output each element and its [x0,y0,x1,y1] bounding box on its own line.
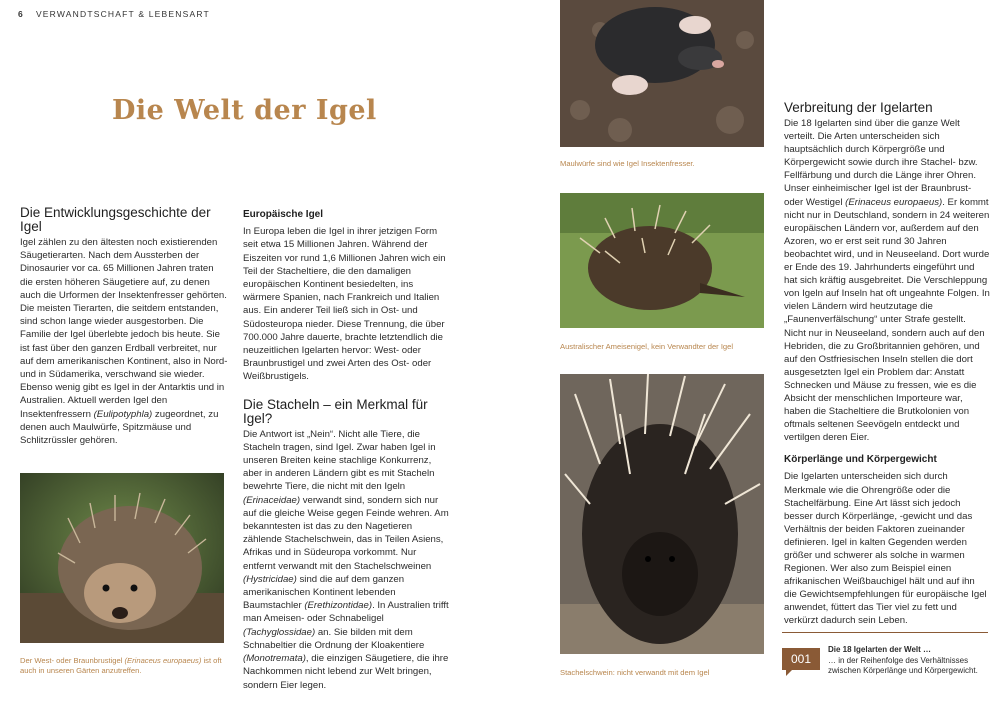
caption-hedgehog: Der West- oder Braunbrustigel (Erinaceus europaeus) ist oft auch in unseren Gärten anzutreffen. [20,656,222,675]
caption-porcupine: Stachelschwein: nicht verwandt mit dem Igel [560,668,710,677]
running-head [18,9,210,19]
infobox [828,645,998,677]
mole-photo [560,0,764,147]
paragraph-evolution: Igel zählen zu den ältesten noch existierenden Säugetierarten. Nach dem Aussterben der Dinosaurier vor ca. 65 Millionen Jahren traten die ersten höheren Säugetiere auf, zu denen auch die Urformen der Insektenfresser gehörten. Die meisten Tierarten, die seitdem entstanden, sind schon lange wieder ausgestorben. Die Familie der Igel überlebte jedoch bis heute. Sie ist fast über den ganzen Erdball verbreitet, nur auf dem amerikanischen Kontinent, also in Nord- und in Südamerika, verschwand sie wieder. Ebenso wenig gibt es Igel in der Antarktis und in Australien. Aktuell werden Igel den Insektenfressern (Eulipotyphla) zugeordnet, zu denen auch Maulwürfe, Spitzmäuse und Schlitzrüssler gehören. [20,237,228,447]
subheading-european: Europäische Igel [243,209,324,220]
section-title: VERWANDTSCHAFT & LEBENSART [35,9,210,19]
column-2 [243,208,451,692]
heading-evolution: Die Entwicklungsgeschichte der Igel [20,205,211,234]
infobox-text: … in der Reihenfolge des Verhältnisses zwischen Körperlänge und Körpergewicht. [828,655,978,675]
subheading-body-size: Körperlänge und Körpergewicht [784,454,937,466]
hedgehog-photo [20,473,224,643]
column-4 [784,101,990,628]
page-number: 6 [18,9,24,19]
echidna-photo [560,193,764,328]
heading-spines: Die Stacheln – ein Merkmal für Igel? [243,396,428,426]
page-title: Die Welt der Igel [112,95,377,126]
paragraph-distribution-2: Unser einheimischer Igel ist der Braunbrust- oder Westigel (Erinaceus europaeus). Er kommt nicht nur in Deutschland, sondern in 24 weiteren europäischen Ländern vor, außerdem auf den Azoren, wo er erst seit rund 30 Jahren beobachtet wird, und in Neuseeland. Dort wurde er Ende des 19. Jahrhunderts eingeführt und hat sich kräftig ausgebreitet. Die Verschleppung von Igeln auf Inseln hat oft ungeahnte Folgen. In vielen Ländern wird heutzutage die „Faunenverfälschung“ unter Strafe gestellt. Nicht nur in Neuseeland, sondern auch auf den Hebriden, die zu Großbritannien gehören, und auf den Ostfriesischen Inseln stellen die dort ausgesetzten Igel ein Problem dar: Anstatt Schnecken und Mäuse zu fressen, wie es die Absicht der menschlichen Importeure war, haben die Stacheltiere die Brutkolonien von oftmals seltenen Seevögeln entdeckt und vertilgen deren Eier. [784,183,990,444]
paragraph-body-size: Die Igelarten unterscheiden sich durch Merkmale wie die Ohrengröße oder die Stachelfärbung. Eine Art lässt sich jedoch besser durch Körperlänge, -gewicht und das Verhältnis der beiden Faktoren zueinander definieren. Igel in kalten Gegenden werden größer und schwerer als solche in warmen Regionen. Wer also zum Beispiel einen afrikanischen Weißbauchigel hält und auf ihn die Gewichtsempfehlungen für europäische Igel anwendet, füttert das Tier viel zu fett und verkürzt dadurch sein Leben. [784,471,987,627]
paragraph-distribution-1: Die 18 Igelarten sind über die ganze Welt verteilt. Die Arten unterscheiden sich hauptsächlich durch Körpergröße und Körpergewicht sowie durch ihre Stachel- bzw. Fellfärbung und durch die Länge ihrer Ohren. [784,118,978,182]
caption-mole: Maulwürfe sind wie Igel Insektenfresser. [560,159,695,168]
paragraph-european: In Europa leben die Igel in ihrer jetzigen Form seit etwa 15 Millionen Jahren. Während der Eiszeiten vor rund 1,6 Millionen Jahren wich ein Teil der Stacheltiere, die den damaligen europäischen Kontinent besiedelten, ins wärmere Spanien, nach Frankreich und Italien aus. Ein anderer Teil ließ sich in Ost- und Südosteuropa nieder. Diese Trennung, die über 700.000 Jahre dauerte, brachte letztendlich die neuzeitlichen Igelarten hervor: West- oder Braunbrustigel und zwei Arten des Ost- oder Weißbrustigels. [243,226,446,383]
porcupine-photo [560,374,764,654]
infobox-badge: 001 [782,648,820,670]
infobox-rule [782,632,988,633]
column-1 [20,206,228,447]
infobox-title: Die 18 Igelarten der Welt … [828,645,931,654]
heading-distribution: Verbreitung der Igelarten [784,100,933,115]
caption-echidna: Australischer Ameisenigel, kein Verwandter der Igel [560,342,734,351]
paragraph-spines: Die Antwort ist „Nein“. Nicht alle Tiere, die Stacheln tragen, sind Igel. Zwar haben Igel in unseren Breiten keine stachlige Konkurrenz, aber in anderen Ländern gibt es mit Stacheln bewehrte Tiere, die nicht mit den Igeln (Erinaceidae) verwandt sind, sondern sich nur auf die gleiche Weise gegen Feinde wehren. Am bekanntesten ist das zu den Nagetieren zählende Stachelschwein, das in Teilen Asiens, Afrikas und in Südeuropa vorkommt. Nur entfernt verwandt mit den Stachelschweinen (Hystricidae) sind die auf dem ganzen amerikanischen Kontinent lebenden Baumstachler (Erethizontidae). In Australien trifft man Ameisen- oder Schnabeligel (Tachyglossidae) an. Sie bilden mit dem Schnabeltier die Ordnung der Kloakentiere (Monotremata), die einzigen Säugetiere, die ihre Nachkommen nicht lebend zur Welt bringen, sondern Eier legen. [243,428,449,691]
